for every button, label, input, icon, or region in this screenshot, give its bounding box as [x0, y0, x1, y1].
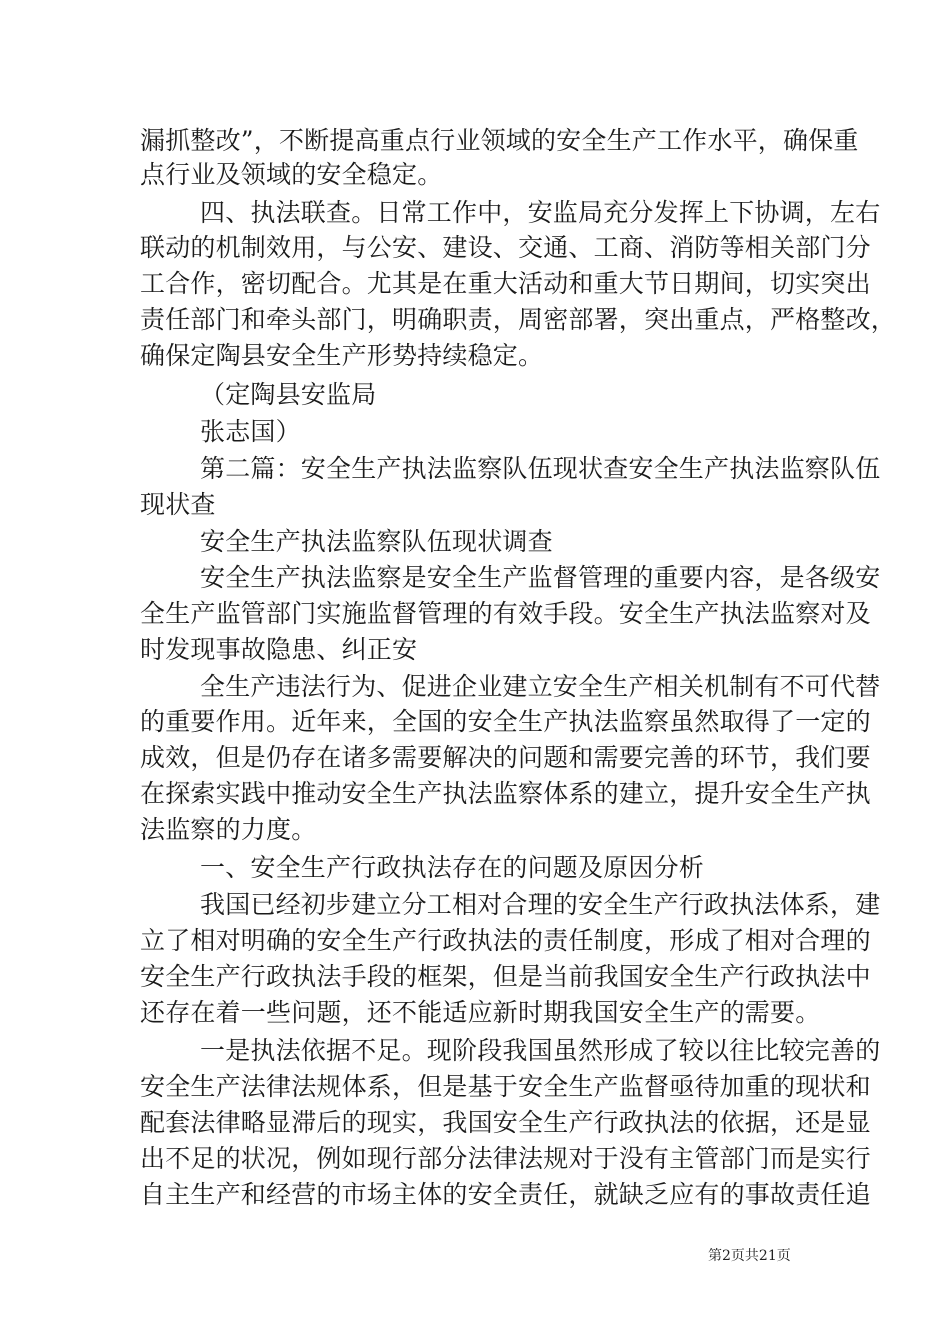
page-number-footer: 第2页共21页 [708, 1248, 791, 1264]
text-line: 确保定陶县安全生产形势持续稳定。 [140, 341, 544, 370]
text-line: 点行业及领域的安全稳定。 [140, 160, 443, 189]
text-line: 立了相对明确的安全生产行政执法的责任制度，形成了相对合理的 [140, 926, 871, 955]
text-line: 我国已经初步建立分工相对合理的安全生产行政执法体系，建 [200, 890, 881, 919]
text-line: 工合作，密切配合。尤其是在重大活动和重大节日期间，切实突出 [140, 269, 871, 298]
text-line: 安全生产行政执法手段的框架，但是当前我国安全生产行政执法中 [140, 962, 871, 991]
text-line: 配套法律略显滞后的现实，我国安全生产行政执法的依据，还是显 [140, 1108, 871, 1137]
text-line: 出不足的状况，例如现行部分法律法规对于没有主管部门而是实行 [140, 1144, 871, 1173]
text-line: 张志国） [200, 417, 301, 446]
section-heading: 现状查 [140, 490, 216, 519]
section-heading: 第二篇：安全生产执法监察队伍现状查安全生产执法监察队伍 [200, 454, 881, 483]
text-line: 联动的机制效用，与公安、建设、交通、工商、消防等相关部门分 [140, 233, 871, 262]
text-line: 全生产监管部门实施监督管理的有效手段。安全生产执法监察对及 [140, 599, 871, 628]
text-line: 安全生产执法监察是安全生产监督管理的重要内容，是各级安 [200, 563, 881, 592]
text-line: 自主生产和经营的市场主体的安全责任，就缺乏应有的事故责任追 [140, 1180, 871, 1209]
text-line: 的重要作用。近年来，全国的安全生产执法监察虽然取得了一定的 [140, 707, 871, 736]
text-line: 四、执法联查。日常工作中，安监局充分发挥上下协调，左右 [200, 198, 881, 227]
text-line: 在探索实践中推动安全生产执法监察体系的建立，提升安全生产执 [140, 779, 871, 808]
text-line: 法监察的力度。 [140, 815, 317, 844]
text-line: 漏抓整改”，不断提高重点行业领域的安全生产工作水平，确保重 [140, 126, 859, 155]
text-line: 还存在着一些问题，还不能适应新时期我国安全生产的需要。 [140, 998, 821, 1027]
section-heading: 一、安全生产行政执法存在的问题及原因分析 [200, 853, 705, 882]
subtitle: 安全生产执法监察队伍现状调查 [200, 527, 553, 556]
text-line: 安全生产法律法规体系，但是基于安全生产监督亟待加重的现状和 [140, 1072, 871, 1101]
text-line: 责任部门和牵头部门，明确职责，周密部署，突出重点，严格整改， [140, 305, 897, 334]
text-line: 全生产违法行为、促进企业建立安全生产相关机制有不可代替 [200, 672, 881, 701]
text-line: 成效，但是仍存在诸多需要解决的问题和需要完善的环节，我们要 [140, 743, 871, 772]
text-line: （定陶县安监局 [200, 380, 377, 409]
text-line: 时发现事故隐患、纠正安 [140, 635, 418, 664]
text-line: 一是执法依据不足。现阶段我国虽然形成了较以往比较完善的 [200, 1036, 881, 1065]
